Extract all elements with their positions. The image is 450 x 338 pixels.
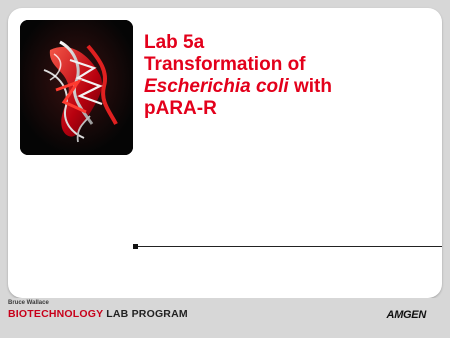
protein-structure-image	[20, 20, 133, 155]
title-line-2: Transformation of	[144, 54, 306, 75]
title-line-1: Lab 5a	[144, 32, 205, 53]
divider-line	[138, 246, 442, 247]
title-line-4: pARA-R	[144, 98, 217, 119]
footer-author: Bruce Wallace	[8, 300, 49, 306]
footer-program-rest: LAB PROGRAM	[103, 308, 188, 320]
amgen-logo: AMGEN	[386, 309, 426, 321]
slide-title	[144, 32, 434, 120]
footer-program-accent: BIOTECHNOLOGY	[8, 308, 104, 320]
title-line-3	[144, 76, 434, 98]
title-line-3-rest: with	[288, 76, 332, 97]
organism-name: Escherichia coli	[144, 76, 289, 97]
slide-canvas	[8, 8, 442, 298]
slide-footer	[0, 298, 450, 338]
footer-program-name	[8, 308, 188, 320]
protein-ribbon-icon	[20, 20, 133, 155]
